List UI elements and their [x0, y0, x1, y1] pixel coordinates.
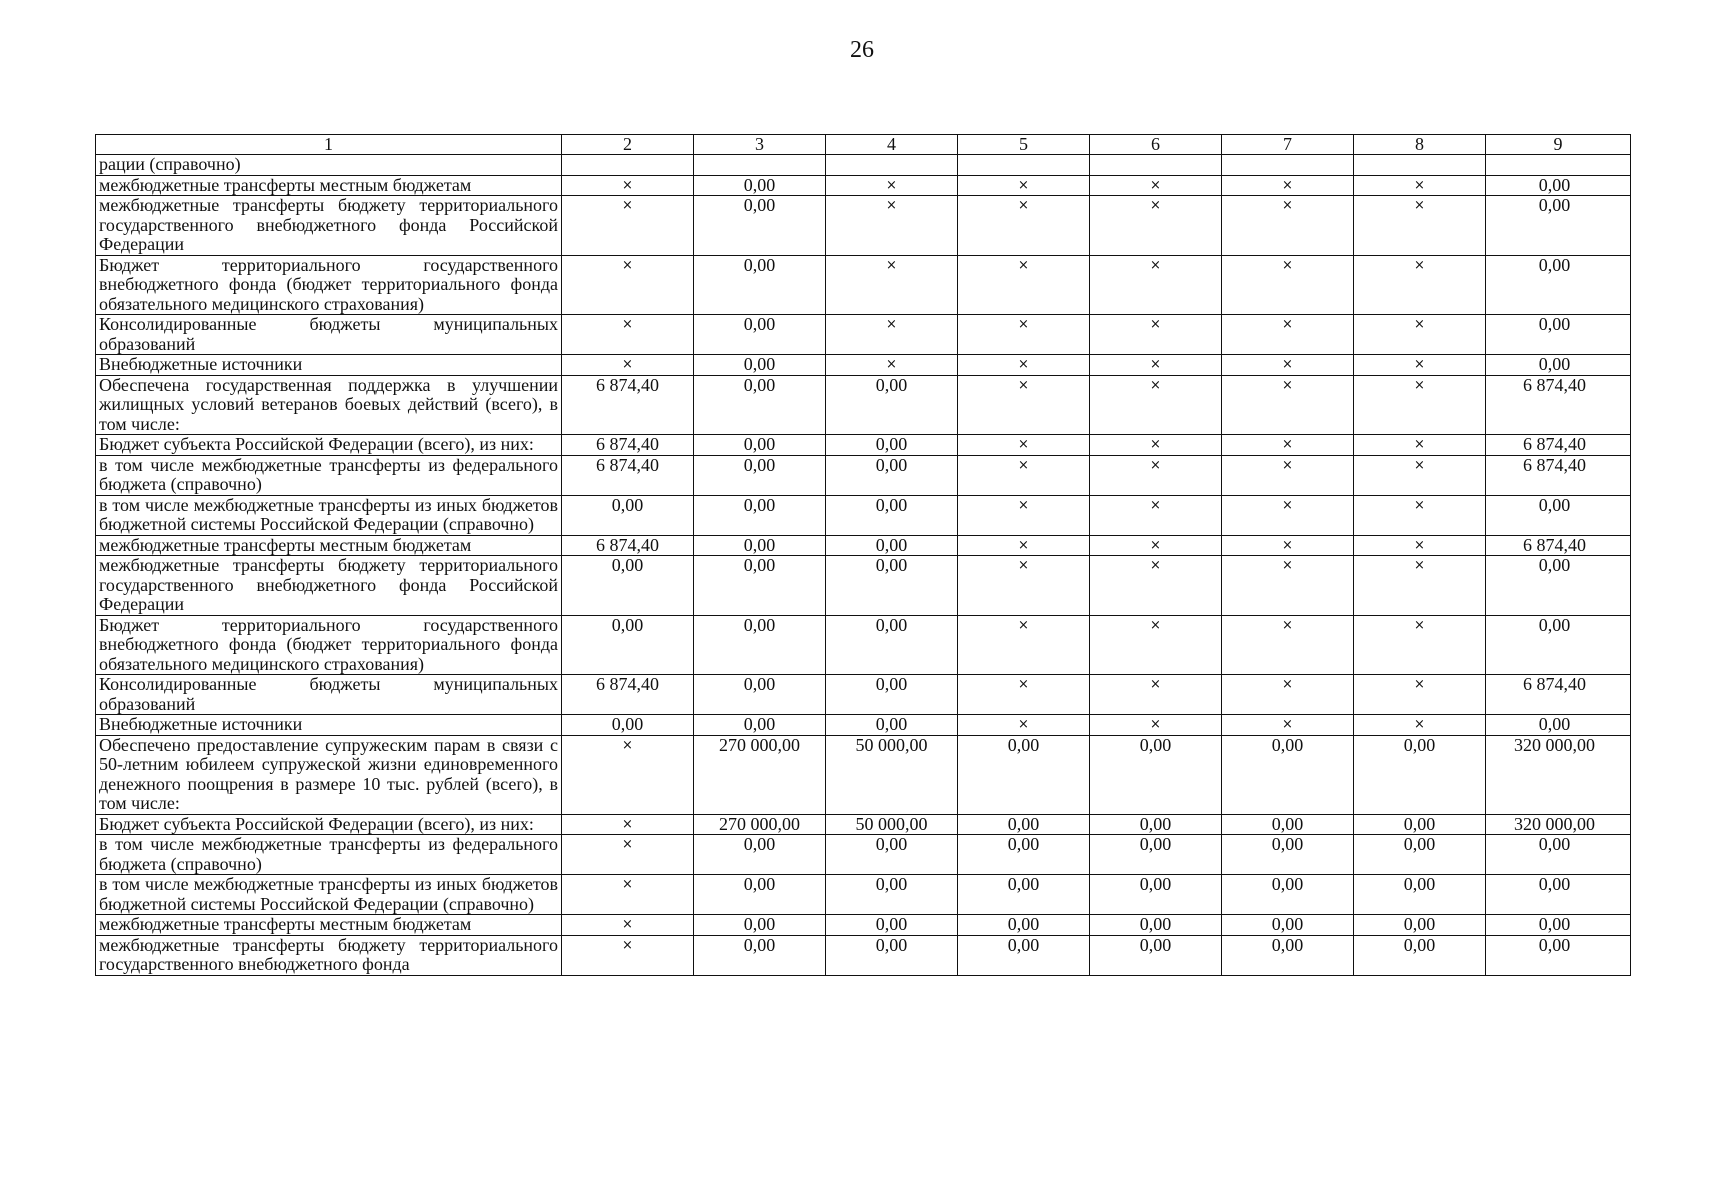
cell-col-2: 0,00: [562, 615, 694, 675]
row-label: Бюджет территориального государственного внебюджетного фонда (бюджет территориального фонда обязательного медицинского страхования): [96, 615, 562, 675]
cell-col-3: 0,00: [694, 875, 826, 915]
cell-col-6: ×: [1090, 675, 1222, 715]
cell-col-4: 0,00: [826, 715, 958, 736]
cell-col-6: ×: [1090, 315, 1222, 355]
cell-col-5: 0,00: [958, 814, 1090, 835]
column-header-4: 4: [826, 135, 958, 155]
cell-col-7: ×: [1222, 435, 1354, 456]
cell-col-2: 6 874,40: [562, 375, 694, 435]
cell-col-8: ×: [1354, 175, 1486, 196]
cell-col-4: ×: [826, 196, 958, 256]
cell-col-3: 0,00: [694, 835, 826, 875]
cell-col-6: ×: [1090, 556, 1222, 616]
table-row: [96, 255, 1631, 315]
cell-col-4: ×: [826, 175, 958, 196]
cell-col-7: 0,00: [1222, 835, 1354, 875]
cell-col-5: ×: [958, 435, 1090, 456]
cell-col-9: 0,00: [1486, 196, 1631, 256]
row-label: Обеспечено предоставление супружеским парам в связи с 50-летним юбилеем супружеской жизни единовременного денежного поощрения в размере 10 тыс. рублей (всего), в том числе:: [96, 735, 562, 814]
cell-col-5: ×: [958, 615, 1090, 675]
cell-col-9: 320 000,00: [1486, 814, 1631, 835]
cell-col-7: ×: [1222, 675, 1354, 715]
table-row: [96, 935, 1631, 975]
cell-col-3: 0,00: [694, 935, 826, 975]
cell-col-6: ×: [1090, 435, 1222, 456]
cell-col-3: 270 000,00: [694, 735, 826, 814]
cell-col-5: 0,00: [958, 935, 1090, 975]
cell-col-9: 0,00: [1486, 615, 1631, 675]
column-header-3: 3: [694, 135, 826, 155]
row-label: в том числе межбюджетные трансферты из иных бюджетов бюджетной системы Российской Федерации (справочно): [96, 495, 562, 535]
cell-col-2: ×: [562, 196, 694, 256]
cell-col-5: 0,00: [958, 915, 1090, 936]
row-label: Внебюджетные источники: [96, 355, 562, 376]
cell-col-8: ×: [1354, 196, 1486, 256]
column-header-1: 1: [96, 135, 562, 155]
cell-col-8: ×: [1354, 535, 1486, 556]
cell-col-5: ×: [958, 175, 1090, 196]
cell-col-9: 6 874,40: [1486, 375, 1631, 435]
cell-col-6: ×: [1090, 535, 1222, 556]
table-row: [96, 196, 1631, 256]
column-header-9: 9: [1486, 135, 1631, 155]
cell-col-7: 0,00: [1222, 814, 1354, 835]
cell-col-9: 0,00: [1486, 355, 1631, 376]
cell-col-2: 6 874,40: [562, 435, 694, 456]
cell-col-7: 0,00: [1222, 935, 1354, 975]
cell-col-6: ×: [1090, 375, 1222, 435]
cell-col-7: [1222, 155, 1354, 176]
cell-col-5: 0,00: [958, 735, 1090, 814]
cell-col-8: ×: [1354, 615, 1486, 675]
row-label: в том числе межбюджетные трансферты из иных бюджетов бюджетной системы Российской Федерации (справочно): [96, 875, 562, 915]
row-label: межбюджетные трансферты бюджету территориального государственного внебюджетного фонда Российской Федерации: [96, 196, 562, 256]
cell-col-2: 0,00: [562, 715, 694, 736]
cell-col-5: ×: [958, 455, 1090, 495]
table-row: [96, 175, 1631, 196]
cell-col-5: ×: [958, 715, 1090, 736]
cell-col-3: 0,00: [694, 675, 826, 715]
row-label: Консолидированные бюджеты муниципальных образований: [96, 315, 562, 355]
table-row: [96, 315, 1631, 355]
row-label: Обеспечена государственная поддержка в улучшении жилищных условий ветеранов боевых действий (всего), в том числе:: [96, 375, 562, 435]
cell-col-4: 0,00: [826, 556, 958, 616]
cell-col-4: 0,00: [826, 435, 958, 456]
cell-col-6: ×: [1090, 455, 1222, 495]
table-row: [96, 155, 1631, 176]
cell-col-7: ×: [1222, 535, 1354, 556]
row-label: Внебюджетные источники: [96, 715, 562, 736]
cell-col-8: ×: [1354, 556, 1486, 616]
cell-col-3: 0,00: [694, 375, 826, 435]
cell-col-5: ×: [958, 355, 1090, 376]
cell-col-7: ×: [1222, 715, 1354, 736]
cell-col-9: 0,00: [1486, 915, 1631, 936]
cell-col-7: ×: [1222, 255, 1354, 315]
cell-col-2: ×: [562, 915, 694, 936]
row-label: в том числе межбюджетные трансферты из федерального бюджета (справочно): [96, 835, 562, 875]
cell-col-6: ×: [1090, 196, 1222, 256]
cell-col-5: [958, 155, 1090, 176]
cell-col-8: ×: [1354, 455, 1486, 495]
cell-col-2: 6 874,40: [562, 535, 694, 556]
cell-col-2: ×: [562, 175, 694, 196]
table-row: [96, 455, 1631, 495]
cell-col-3: 0,00: [694, 255, 826, 315]
cell-col-9: 0,00: [1486, 715, 1631, 736]
cell-col-8: ×: [1354, 315, 1486, 355]
column-header-2: 2: [562, 135, 694, 155]
cell-col-9: 0,00: [1486, 175, 1631, 196]
cell-col-3: 0,00: [694, 175, 826, 196]
cell-col-7: ×: [1222, 375, 1354, 435]
cell-col-6: ×: [1090, 355, 1222, 376]
table-row: [96, 535, 1631, 556]
cell-col-7: 0,00: [1222, 875, 1354, 915]
cell-col-3: 0,00: [694, 196, 826, 256]
cell-col-6: ×: [1090, 495, 1222, 535]
cell-col-3: 0,00: [694, 435, 826, 456]
row-label: межбюджетные трансферты местным бюджетам: [96, 175, 562, 196]
cell-col-8: 0,00: [1354, 814, 1486, 835]
cell-col-5: ×: [958, 675, 1090, 715]
cell-col-6: ×: [1090, 615, 1222, 675]
table-row: [96, 875, 1631, 915]
table-row: [96, 435, 1631, 456]
cell-col-8: ×: [1354, 255, 1486, 315]
cell-col-4: ×: [826, 355, 958, 376]
column-header-5: 5: [958, 135, 1090, 155]
table-row: [96, 835, 1631, 875]
cell-col-4: 0,00: [826, 835, 958, 875]
row-label: рации (справочно): [96, 155, 562, 176]
cell-col-8: [1354, 155, 1486, 176]
cell-col-7: ×: [1222, 315, 1354, 355]
cell-col-8: ×: [1354, 375, 1486, 435]
cell-col-6: [1090, 155, 1222, 176]
cell-col-4: 0,00: [826, 375, 958, 435]
cell-col-9: 320 000,00: [1486, 735, 1631, 814]
cell-col-6: 0,00: [1090, 735, 1222, 814]
cell-col-2: ×: [562, 935, 694, 975]
cell-col-4: 50 000,00: [826, 814, 958, 835]
cell-col-6: 0,00: [1090, 835, 1222, 875]
cell-col-4: 0,00: [826, 915, 958, 936]
cell-col-3: 270 000,00: [694, 814, 826, 835]
cell-col-8: 0,00: [1354, 835, 1486, 875]
cell-col-6: ×: [1090, 715, 1222, 736]
cell-col-3: 0,00: [694, 455, 826, 495]
cell-col-3: 0,00: [694, 615, 826, 675]
cell-col-7: ×: [1222, 355, 1354, 376]
row-label: межбюджетные трансферты бюджету территориального государственного внебюджетного фонда Российской Федерации: [96, 556, 562, 616]
cell-col-6: 0,00: [1090, 935, 1222, 975]
cell-col-7: ×: [1222, 556, 1354, 616]
cell-col-3: 0,00: [694, 355, 826, 376]
cell-col-9: 6 874,40: [1486, 435, 1631, 456]
row-label: Бюджет субъекта Российской Федерации (всего), из них:: [96, 435, 562, 456]
cell-col-9: 0,00: [1486, 935, 1631, 975]
cell-col-2: ×: [562, 355, 694, 376]
table-row: [96, 735, 1631, 814]
cell-col-5: ×: [958, 556, 1090, 616]
cell-col-9: 0,00: [1486, 875, 1631, 915]
table-row: [96, 615, 1631, 675]
cell-col-8: ×: [1354, 435, 1486, 456]
cell-col-4: 0,00: [826, 455, 958, 495]
cell-col-7: ×: [1222, 495, 1354, 535]
cell-col-3: 0,00: [694, 915, 826, 936]
cell-col-2: ×: [562, 735, 694, 814]
cell-col-4: 0,00: [826, 615, 958, 675]
table-row: [96, 675, 1631, 715]
row-label: межбюджетные трансферты местным бюджетам: [96, 915, 562, 936]
table-row: [96, 915, 1631, 936]
column-header-7: 7: [1222, 135, 1354, 155]
cell-col-7: ×: [1222, 196, 1354, 256]
cell-col-8: ×: [1354, 355, 1486, 376]
cell-col-8: 0,00: [1354, 915, 1486, 936]
cell-col-6: 0,00: [1090, 814, 1222, 835]
cell-col-9: 0,00: [1486, 556, 1631, 616]
column-header-6: 6: [1090, 135, 1222, 155]
cell-col-8: ×: [1354, 495, 1486, 535]
cell-col-9: 0,00: [1486, 835, 1631, 875]
cell-col-5: ×: [958, 255, 1090, 315]
cell-col-3: [694, 155, 826, 176]
cell-col-4: 0,00: [826, 875, 958, 915]
cell-col-7: ×: [1222, 175, 1354, 196]
cell-col-8: 0,00: [1354, 875, 1486, 915]
table-row: [96, 375, 1631, 435]
cell-col-2: 0,00: [562, 495, 694, 535]
table-body: [96, 135, 1631, 976]
column-header-8: 8: [1354, 135, 1486, 155]
cell-col-4: 0,00: [826, 675, 958, 715]
cell-col-2: ×: [562, 315, 694, 355]
cell-col-5: ×: [958, 495, 1090, 535]
cell-col-2: [562, 155, 694, 176]
table-row: [96, 814, 1631, 835]
table-row: [96, 556, 1631, 616]
cell-col-9: 6 874,40: [1486, 535, 1631, 556]
row-label: Бюджет территориального государственного внебюджетного фонда (бюджет территориального фонда обязательного медицинского страхования): [96, 255, 562, 315]
cell-col-3: 0,00: [694, 715, 826, 736]
cell-col-7: ×: [1222, 455, 1354, 495]
row-label: межбюджетные трансферты бюджету территориального государственного внебюджетного фонда: [96, 935, 562, 975]
cell-col-5: 0,00: [958, 875, 1090, 915]
cell-col-6: 0,00: [1090, 915, 1222, 936]
cell-col-2: ×: [562, 835, 694, 875]
cell-col-6: 0,00: [1090, 875, 1222, 915]
cell-col-4: 0,00: [826, 495, 958, 535]
cell-col-5: ×: [958, 315, 1090, 355]
cell-col-8: 0,00: [1354, 935, 1486, 975]
cell-col-9: 6 874,40: [1486, 455, 1631, 495]
cell-col-6: ×: [1090, 255, 1222, 315]
row-label: межбюджетные трансферты местным бюджетам: [96, 535, 562, 556]
cell-col-9: [1486, 155, 1631, 176]
row-label: Консолидированные бюджеты муниципальных образований: [96, 675, 562, 715]
cell-col-8: ×: [1354, 715, 1486, 736]
row-label: Бюджет субъекта Российской Федерации (всего), из них:: [96, 814, 562, 835]
cell-col-8: 0,00: [1354, 735, 1486, 814]
cell-col-3: 0,00: [694, 556, 826, 616]
cell-col-8: ×: [1354, 675, 1486, 715]
table-row: [96, 355, 1631, 376]
cell-col-3: 0,00: [694, 535, 826, 556]
cell-col-3: 0,00: [694, 495, 826, 535]
cell-col-9: 6 874,40: [1486, 675, 1631, 715]
cell-col-5: ×: [958, 375, 1090, 435]
cell-col-2: ×: [562, 875, 694, 915]
cell-col-9: 0,00: [1486, 315, 1631, 355]
cell-col-7: 0,00: [1222, 915, 1354, 936]
cell-col-7: 0,00: [1222, 735, 1354, 814]
cell-col-6: ×: [1090, 175, 1222, 196]
table-row: [96, 715, 1631, 736]
cell-col-2: ×: [562, 814, 694, 835]
cell-col-4: 0,00: [826, 535, 958, 556]
table-row: [96, 495, 1631, 535]
row-label: в том числе межбюджетные трансферты из федерального бюджета (справочно): [96, 455, 562, 495]
cell-col-5: ×: [958, 535, 1090, 556]
cell-col-9: 0,00: [1486, 255, 1631, 315]
cell-col-5: 0,00: [958, 835, 1090, 875]
cell-col-4: 50 000,00: [826, 735, 958, 814]
cell-col-5: ×: [958, 196, 1090, 256]
budget-table: [95, 134, 1631, 976]
cell-col-7: ×: [1222, 615, 1354, 675]
column-number-row: [96, 135, 1631, 155]
cell-col-2: 0,00: [562, 556, 694, 616]
cell-col-2: 6 874,40: [562, 675, 694, 715]
cell-col-2: 6 874,40: [562, 455, 694, 495]
page-number: 26: [850, 37, 874, 63]
cell-col-3: 0,00: [694, 315, 826, 355]
cell-col-4: ×: [826, 315, 958, 355]
cell-col-2: ×: [562, 255, 694, 315]
cell-col-9: 0,00: [1486, 495, 1631, 535]
cell-col-4: 0,00: [826, 935, 958, 975]
cell-col-4: ×: [826, 255, 958, 315]
cell-col-4: [826, 155, 958, 176]
